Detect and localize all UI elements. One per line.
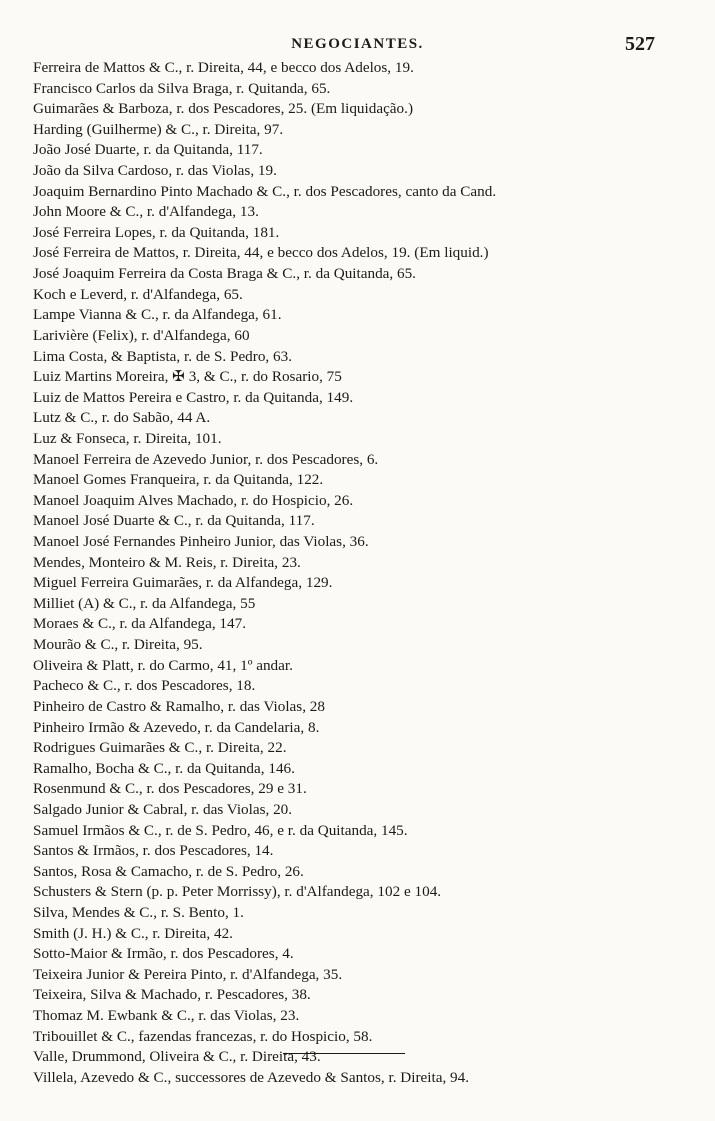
- list-item: Manoel José Fernandes Pinheiro Junior, das Violas, 36.: [33, 533, 369, 551]
- list-item: Milliet (A) & C., r. da Alfandega, 55: [33, 594, 256, 612]
- list-item: Silva, Mendes & C., r. S. Bento, 1.: [33, 903, 244, 921]
- list-item: Valle, Drummond, Oliveira & C., r. Direita, 43.: [33, 1048, 321, 1066]
- list-item: Sotto-Maior & Irmão, r. dos Pescadores, 4.: [33, 945, 294, 963]
- list-item: Manoel Joaquim Alves Machado, r. do Hospicio, 26.: [33, 491, 354, 509]
- list-item: Santos, Rosa & Camacho, r. de S. Pedro, 26.: [33, 862, 304, 880]
- list-item: Luz & Fonseca, r. Direita, 101.: [33, 429, 222, 447]
- list-item: Oliveira & Platt, r. do Carmo, 41, 1º andar.: [33, 656, 293, 674]
- list-item: Pacheco & C., r. dos Pescadores, 18.: [33, 677, 256, 695]
- list-item: Luiz Martins Moreira, ✠ 3, & C., r. do Rosario, 75: [33, 368, 342, 386]
- list-item: João da Silva Cardoso, r. das Violas, 19.: [33, 162, 277, 180]
- list-item: Rosenmund & C., r. dos Pescadores, 29 e 31.: [33, 780, 307, 798]
- list-item: Koch e Leverd, r. d'Alfandega, 65.: [33, 285, 243, 303]
- list-item: Manoel Gomes Franqueira, r. da Quitanda, 122.: [33, 471, 324, 489]
- list-item: Luiz de Mattos Pereira e Castro, r. da Quitanda, 149.: [33, 388, 354, 406]
- list-item: José Ferreira Lopes, r. da Quitanda, 181.: [33, 223, 280, 241]
- list-item: Thomaz M. Ewbank & C., r. das Violas, 23.: [33, 1007, 300, 1025]
- list-item: Mendes, Monteiro & M. Reis, r. Direita, 23.: [33, 553, 301, 571]
- list-item: Ferreira de Mattos & C., r. Direita, 44, e becco dos Adelos, 19.: [33, 59, 414, 76]
- list-item: Manoel Ferreira de Azevedo Junior, r. dos Pescadores, 6.: [33, 450, 379, 468]
- list-item: John Moore & C., r. d'Alfandega, 13.: [33, 203, 259, 221]
- list-item: Lutz & C., r. do Sabão, 44 A.: [33, 409, 211, 427]
- list-item: Lima Costa, & Baptista, r. de S. Pedro, 63.: [33, 347, 293, 365]
- list-item: Samuel Irmãos & C., r. de S. Pedro, 46, e r. da Quitanda, 145.: [33, 821, 408, 839]
- page-title: NEGOCIANTES.: [291, 36, 424, 52]
- list-item: Tribouillet & C., fazendas francezas, r. do Hospicio, 58.: [33, 1027, 373, 1045]
- list-item: Santos & Irmãos, r. dos Pescadores, 14.: [33, 842, 274, 860]
- list-item: João José Duarte, r. da Quitanda, 117.: [33, 141, 263, 159]
- list-item: José Ferreira de Mattos, r. Direita, 44, e becco dos Adelos, 19. (Em liquid.): [33, 244, 489, 262]
- page-header: [0, 33, 715, 55]
- closing-rule: [283, 1053, 405, 1054]
- list-item: Schusters & Stern (p. p. Peter Morrissy), r. d'Alfandega, 102 e 104.: [33, 883, 442, 901]
- list-item: José Joaquim Ferreira da Costa Braga & C., r. da Quitanda, 65.: [33, 265, 416, 283]
- list-item: Smith (J. H.) & C., r. Direita, 42.: [33, 924, 233, 942]
- list-item: Guimarães & Barboza, r. dos Pescadores, 25. (Em liquidação.): [33, 100, 413, 118]
- list-item: Pinheiro de Castro & Ramalho, r. das Violas, 28: [33, 697, 325, 715]
- list-item: Ramalho, Bocha & C., r. da Quitanda, 146.: [33, 759, 295, 777]
- list-item: Miguel Ferreira Guimarães, r. da Alfandega, 129.: [33, 574, 333, 592]
- list-item: Salgado Junior & Cabral, r. das Violas, 20.: [33, 800, 293, 818]
- list-item: Moraes & C., r. da Alfandega, 147.: [33, 615, 247, 633]
- list-item: Mourão & C., r. Direita, 95.: [33, 636, 203, 654]
- list-item: Rodrigues Guimarães & C., r. Direita, 22.: [33, 739, 287, 757]
- list-item: Pinheiro Irmão & Azevedo, r. da Candelaria, 8.: [33, 718, 320, 736]
- page-number: 527: [625, 33, 655, 55]
- list-item: Francisco Carlos da Silva Braga, r. Quitanda, 65.: [33, 79, 331, 97]
- list-item: Teixeira Junior & Pereira Pinto, r. d'Alfandega, 35.: [33, 965, 343, 983]
- list-item: Villela, Azevedo & C., successores de Azevedo & Santos, r. Direita, 94.: [33, 1068, 470, 1086]
- merchant-list: [33, 58, 685, 1088]
- list-item: Teixeira, Silva & Machado, r. Pescadores, 38.: [33, 986, 311, 1004]
- list-item: Joaquim Bernardino Pinto Machado & C., r. dos Pescadores, canto da Cand.: [33, 182, 497, 200]
- list-item: Larivière (Felix), r. d'Alfandega, 60: [33, 326, 250, 344]
- list-item: Manoel José Duarte & C., r. da Quitanda, 117.: [33, 512, 315, 530]
- list-item: Harding (Guilherme) & C., r. Direita, 97.: [33, 120, 284, 138]
- list-item: Lampe Vianna & C., r. da Alfandega, 61.: [33, 306, 282, 324]
